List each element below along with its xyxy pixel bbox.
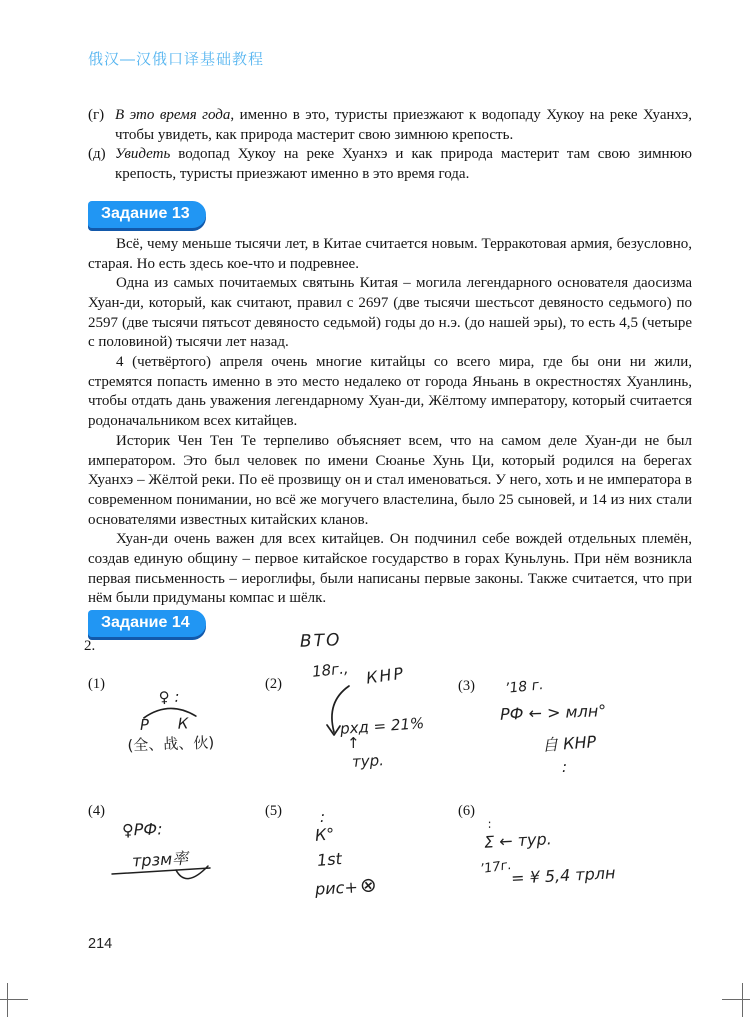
note-5-colon: : bbox=[320, 808, 326, 826]
paragraph: Одна из самых почитаемых святынь Китая – могила легендарного основателя даосизма Хуан-ди, который, как считают, правил с 2697 (две тысячи шестьсот девяносто седьмого) по 2597 (две тысячи пятьсот девяносто седьмой) годы до н.э. (до нашей эры), то есть 4,5 (четыре с половиной) тысячи лет назад. bbox=[88, 275, 692, 351]
note-2-year: 18г., bbox=[311, 659, 350, 681]
paragraph: Историк Чен Тен Те терпеливо объясняет всем, что на самом деле Хуан-ди не был императором. Это был человек по имени Сюанье Хунь Ци, который родился на берегах Хуанхэ – Жёлтой реки. По её прозвищу он и стал именоваться. У него, хоть и не императора в современном понимании, но всё же могучего властелина, было 25 сыновей, и 14 из них стали основателями известных китайских кланов. bbox=[88, 432, 692, 528]
task-13-badge-wrap bbox=[88, 201, 692, 228]
answer-options-list bbox=[88, 106, 692, 185]
note-6-year: ’17г. bbox=[479, 857, 513, 878]
note-2-tourism: тур. bbox=[351, 751, 385, 771]
page-header-title: 俄汉—汉俄口译基础教程 bbox=[88, 51, 265, 68]
note-5-line1: К° bbox=[314, 824, 336, 845]
note-4-term: трзм率 bbox=[131, 848, 189, 871]
up-arrow-icon: ↑ bbox=[347, 734, 360, 752]
task-14-badge: Задание 14 bbox=[88, 610, 206, 637]
task-13-badge: Задание 13 bbox=[88, 201, 206, 228]
item-2-label: (2) bbox=[265, 676, 282, 692]
note-3-colon: : bbox=[562, 758, 568, 776]
list-item-lead: Увидеть bbox=[115, 146, 171, 163]
item-6-label: (6) bbox=[458, 803, 475, 819]
main-column bbox=[0, 48, 750, 609]
exercise-number: 2. bbox=[84, 638, 96, 654]
item-5-label: (5) bbox=[265, 803, 282, 819]
hanzi-abbreviation: (全、战、伙) bbox=[127, 733, 215, 755]
item-3-label: (3) bbox=[458, 678, 475, 694]
country-pair: Р К bbox=[139, 713, 201, 735]
crop-mark bbox=[0, 999, 28, 1000]
crop-mark bbox=[722, 999, 750, 1000]
note-3-year: ’18 г. bbox=[504, 677, 545, 697]
relationship-symbol: ♀ : bbox=[158, 687, 180, 707]
paragraph: Всё, чему меньше тысячи лет, в Китае считается новым. Терракотовая армия, безусловно, старая. Но есть здесь кое-что и подревнее. bbox=[88, 235, 692, 272]
crop-mark bbox=[742, 983, 743, 1017]
item-4-label: (4) bbox=[88, 803, 105, 819]
handwritten-note-1 bbox=[119, 686, 221, 755]
underline-swoosh-icon bbox=[110, 865, 225, 893]
handwritten-notes-area bbox=[0, 655, 750, 965]
item-1-label: (1) bbox=[88, 676, 105, 692]
note-5-line3 bbox=[314, 872, 377, 899]
list-item-label: (д) bbox=[88, 146, 106, 163]
note-2-country: КНР bbox=[364, 663, 407, 688]
note-6-amount: = ¥ 5,4 трлн bbox=[510, 863, 616, 888]
note-5-text: рис+ bbox=[314, 877, 359, 899]
note-4-head: ♀РФ: bbox=[121, 819, 163, 840]
list-item-text bbox=[115, 106, 692, 145]
list-item-rest: , именно в это, туристы приезжают к водопаду Хукоу на реке Хуанхэ, чтобы увидеть, как природа мастерит свою зимнюю крепость. bbox=[115, 107, 692, 143]
note-6-dots: ∶ bbox=[488, 818, 492, 832]
task-13-text bbox=[88, 235, 692, 609]
list-item-label: (г) bbox=[88, 107, 105, 123]
list-item-rest: водопад Хукоу на реке Хуанхэ и как природа мастерит там свою зимнюю крепость, туристы приезжают именно в это время года. bbox=[115, 146, 692, 183]
note-3-line: РФ ← > млн° bbox=[499, 701, 607, 724]
paragraph: Хуан-ди очень важен для всех китайцев. Он подчинил себе вождей отдельных племён, создав единую общину – первое китайское государство в горах Куньлунь. При нём возникла первая письменность – иероглифы, были написаны первые законы. Также считается, что при нём были придуманы компас и шёлк. bbox=[88, 531, 692, 607]
list-item bbox=[88, 145, 692, 184]
crop-mark bbox=[7, 983, 8, 1017]
note-2-equation: рхд = 21% bbox=[339, 714, 425, 738]
circled-x-icon: ⊗ bbox=[358, 872, 378, 898]
note-6-sum: Σ ← тур. bbox=[483, 829, 553, 852]
note-5-line2: 1st bbox=[316, 848, 343, 871]
list-item bbox=[88, 106, 692, 145]
list-item-lead: В это время года bbox=[115, 107, 231, 123]
handwritten-bto: ВТО bbox=[299, 630, 342, 652]
paragraph: 4 (четвёртого) апреля очень многие китайцы со всего мира, где бы они ни жили, стремятся попасть именно в это место недалеко от города Яньань в окрестностях Хуанлинь, чтобы отдать дань уважения легендарному Хуан-ди, Жёлтому императору, который считается родоначальником всех китайцев. bbox=[88, 354, 692, 430]
page-number: 214 bbox=[88, 936, 113, 952]
list-item-text bbox=[115, 145, 692, 184]
task-14-badge-wrap bbox=[88, 610, 206, 637]
note-3-from-knr: 自 КНР bbox=[541, 732, 597, 755]
